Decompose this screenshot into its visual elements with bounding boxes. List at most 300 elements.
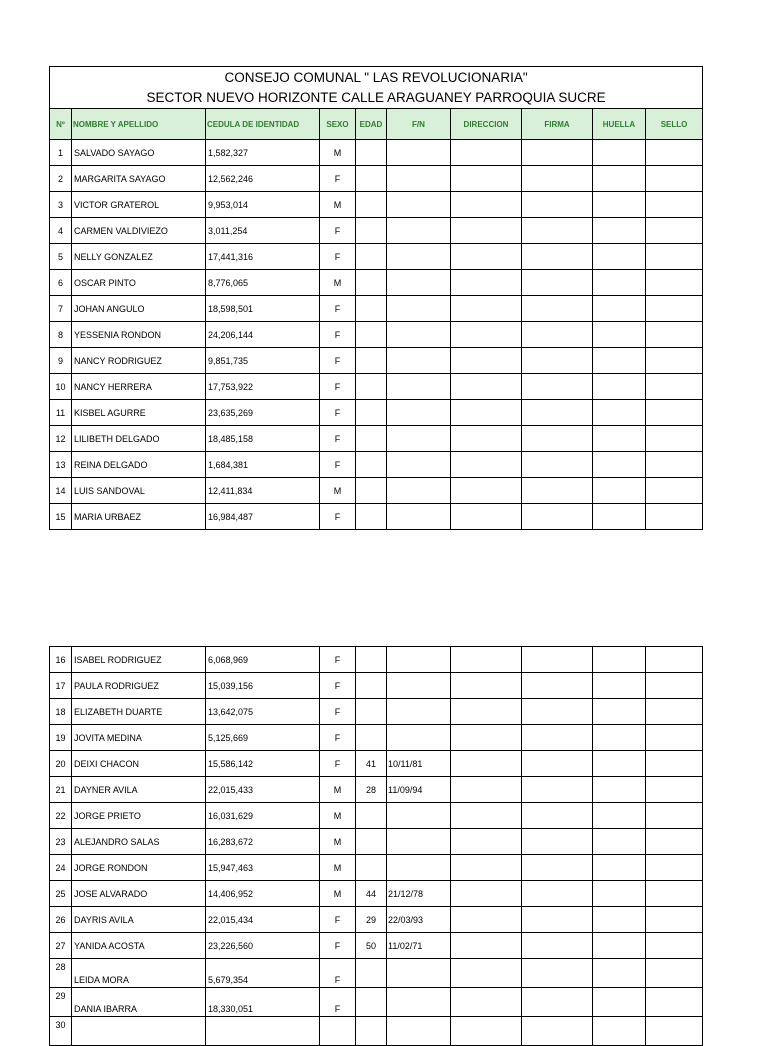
row-edad <box>356 140 387 166</box>
table-row <box>50 296 703 322</box>
row-sello <box>646 829 703 855</box>
table-row <box>50 140 703 166</box>
row-number: 29 <box>50 988 72 1017</box>
row-firma <box>522 907 593 933</box>
row-direccion <box>451 829 522 855</box>
header-sello: SELLO <box>646 109 703 140</box>
row-sello <box>646 426 703 452</box>
row-number: 4 <box>50 218 72 244</box>
row-sexo: F <box>320 933 356 959</box>
row-sello <box>646 959 703 988</box>
row-name: ALEJANDRO SALAS <box>72 829 206 855</box>
row-direccion <box>451 699 522 725</box>
row-huella <box>593 881 646 907</box>
row-firma <box>522 777 593 803</box>
row-huella <box>593 374 646 400</box>
row-sello <box>646 400 703 426</box>
row-sexo: M <box>320 270 356 296</box>
row-fn <box>387 374 451 400</box>
row-sexo: F <box>320 504 356 530</box>
table-row <box>50 725 703 751</box>
row-edad <box>356 1017 387 1046</box>
row-firma <box>522 478 593 504</box>
row-direccion <box>451 725 522 751</box>
row-edad <box>356 348 387 374</box>
table-row <box>50 907 703 933</box>
row-direccion <box>451 348 522 374</box>
row-sexo: F <box>320 452 356 478</box>
row-huella <box>593 166 646 192</box>
row-direccion <box>451 426 522 452</box>
row-number: 6 <box>50 270 72 296</box>
table-row <box>50 933 703 959</box>
row-sello <box>646 725 703 751</box>
row-edad: 44 <box>356 881 387 907</box>
table-row <box>50 478 703 504</box>
council-title: CONSEJO COMUNAL " LAS REVOLUCIONARIA" <box>50 67 703 89</box>
row-direccion <box>451 296 522 322</box>
row-direccion <box>451 647 522 673</box>
row-number: 17 <box>50 673 72 699</box>
row-sello <box>646 140 703 166</box>
row-fn: 10/11/81 <box>387 751 451 777</box>
row-firma <box>522 218 593 244</box>
row-huella <box>593 988 646 1017</box>
row-sello <box>646 322 703 348</box>
registry-table-page-2 <box>49 646 703 1046</box>
row-sexo: F <box>320 374 356 400</box>
row-name: CARMEN VALDIVIEZO <box>72 218 206 244</box>
row-sello <box>646 478 703 504</box>
row-number: 12 <box>50 426 72 452</box>
row-sexo: F <box>320 673 356 699</box>
header-sexo: SEXO <box>320 109 356 140</box>
row-fn <box>387 270 451 296</box>
row-number: 9 <box>50 348 72 374</box>
row-edad <box>356 855 387 881</box>
row-number: 26 <box>50 907 72 933</box>
row-number: 13 <box>50 452 72 478</box>
row-sello <box>646 166 703 192</box>
row-huella <box>593 192 646 218</box>
row-cedula: 15,586,142 <box>206 751 320 777</box>
row-name: LILIBETH DELGADO <box>72 426 206 452</box>
row-number: 25 <box>50 881 72 907</box>
row-fn <box>387 218 451 244</box>
row-firma <box>522 829 593 855</box>
row-huella <box>593 959 646 988</box>
row-direccion <box>451 478 522 504</box>
row-fn <box>387 829 451 855</box>
row-firma <box>522 881 593 907</box>
row-huella <box>593 673 646 699</box>
row-edad: 41 <box>356 751 387 777</box>
row-firma <box>522 699 593 725</box>
row-cedula: 15,947,463 <box>206 855 320 881</box>
row-number: 7 <box>50 296 72 322</box>
row-cedula: 9,851,735 <box>206 348 320 374</box>
row-sexo: F <box>320 988 356 1017</box>
row-sexo <box>320 1017 356 1046</box>
row-name: DANIA IBARRA <box>72 988 206 1017</box>
row-edad <box>356 192 387 218</box>
row-number: 27 <box>50 933 72 959</box>
row-firma <box>522 140 593 166</box>
row-edad <box>356 478 387 504</box>
row-fn <box>387 296 451 322</box>
row-fn <box>387 988 451 1017</box>
row-cedula: 14,406,952 <box>206 881 320 907</box>
row-sexo: M <box>320 829 356 855</box>
row-name: NANCY RODRIGUEZ <box>72 348 206 374</box>
row-fn <box>387 348 451 374</box>
row-fn <box>387 959 451 988</box>
row-direccion <box>451 244 522 270</box>
row-huella <box>593 777 646 803</box>
row-name: ISABEL RODRIGUEZ <box>72 647 206 673</box>
row-edad: 29 <box>356 907 387 933</box>
row-number: 2 <box>50 166 72 192</box>
row-cedula: 12,411,834 <box>206 478 320 504</box>
row-direccion <box>451 322 522 348</box>
row-huella <box>593 478 646 504</box>
row-sexo: F <box>320 218 356 244</box>
row-cedula <box>206 1017 320 1046</box>
row-sello <box>646 218 703 244</box>
row-cedula: 18,598,501 <box>206 296 320 322</box>
row-firma <box>522 751 593 777</box>
row-edad <box>356 166 387 192</box>
row-number: 28 <box>50 959 72 988</box>
row-name: VICTOR GRATEROL <box>72 192 206 218</box>
row-name <box>72 1017 206 1046</box>
row-direccion <box>451 933 522 959</box>
row-edad <box>356 504 387 530</box>
row-fn <box>387 192 451 218</box>
row-sexo: M <box>320 777 356 803</box>
row-sexo: F <box>320 699 356 725</box>
row-cedula: 5,125,669 <box>206 725 320 751</box>
row-name: NELLY GONZALEZ <box>72 244 206 270</box>
row-name: LEIDA MORA <box>72 959 206 988</box>
row-cedula: 1,684,381 <box>206 452 320 478</box>
row-direccion <box>451 988 522 1017</box>
sector-title: SECTOR NUEVO HORIZONTE CALLE ARAGUANEY PARROQUIA SUCRE <box>50 88 703 109</box>
row-firma <box>522 374 593 400</box>
row-cedula: 9,953,014 <box>206 192 320 218</box>
row-cedula: 24,206,144 <box>206 322 320 348</box>
row-fn <box>387 504 451 530</box>
row-sexo: M <box>320 478 356 504</box>
row-fn <box>387 400 451 426</box>
row-number: 14 <box>50 478 72 504</box>
row-cedula: 8,776,065 <box>206 270 320 296</box>
table-row <box>50 751 703 777</box>
row-sexo: M <box>320 140 356 166</box>
table-row <box>50 988 703 1017</box>
row-huella <box>593 504 646 530</box>
row-number: 30 <box>50 1017 72 1046</box>
row-fn <box>387 478 451 504</box>
row-sexo: M <box>320 881 356 907</box>
row-cedula: 16,283,672 <box>206 829 320 855</box>
row-huella <box>593 426 646 452</box>
row-firma <box>522 725 593 751</box>
table-row <box>50 1017 703 1046</box>
row-huella <box>593 1017 646 1046</box>
table-row <box>50 803 703 829</box>
row-sexo: F <box>320 244 356 270</box>
row-direccion <box>451 803 522 829</box>
table-row <box>50 504 703 530</box>
row-sexo: F <box>320 959 356 988</box>
row-name: SALVADO SAYAGO <box>72 140 206 166</box>
table-row <box>50 452 703 478</box>
row-direccion <box>451 959 522 988</box>
row-sexo: F <box>320 166 356 192</box>
row-sello <box>646 647 703 673</box>
row-number: 1 <box>50 140 72 166</box>
row-fn <box>387 452 451 478</box>
row-edad <box>356 296 387 322</box>
row-edad <box>356 400 387 426</box>
row-sello <box>646 374 703 400</box>
row-edad <box>356 647 387 673</box>
row-edad <box>356 803 387 829</box>
row-name: JORGE PRIETO <box>72 803 206 829</box>
row-firma <box>522 1017 593 1046</box>
row-number: 5 <box>50 244 72 270</box>
row-sexo: M <box>320 192 356 218</box>
table-row <box>50 855 703 881</box>
table-row <box>50 244 703 270</box>
row-sexo: F <box>320 907 356 933</box>
header-huella: HUELLA <box>593 109 646 140</box>
row-firma <box>522 400 593 426</box>
row-huella <box>593 348 646 374</box>
row-sello <box>646 988 703 1017</box>
row-firma <box>522 988 593 1017</box>
row-firma <box>522 959 593 988</box>
row-huella <box>593 400 646 426</box>
row-direccion <box>451 140 522 166</box>
row-huella <box>593 803 646 829</box>
table-row <box>50 374 703 400</box>
row-edad <box>356 244 387 270</box>
row-firma <box>522 192 593 218</box>
row-number: 20 <box>50 751 72 777</box>
row-huella <box>593 933 646 959</box>
table-row <box>50 829 703 855</box>
row-number: 3 <box>50 192 72 218</box>
row-huella <box>593 725 646 751</box>
row-direccion <box>451 907 522 933</box>
row-sello <box>646 244 703 270</box>
row-number: 23 <box>50 829 72 855</box>
row-direccion <box>451 673 522 699</box>
row-name: REINA DELGADO <box>72 452 206 478</box>
table-row <box>50 647 703 673</box>
row-sello <box>646 881 703 907</box>
row-number: 21 <box>50 777 72 803</box>
row-name: ELIZABETH DUARTE <box>72 699 206 725</box>
row-edad <box>356 988 387 1017</box>
row-direccion <box>451 855 522 881</box>
row-sexo: F <box>320 647 356 673</box>
row-direccion <box>451 218 522 244</box>
table-row <box>50 959 703 988</box>
row-number: 16 <box>50 647 72 673</box>
row-edad <box>356 452 387 478</box>
row-edad <box>356 959 387 988</box>
row-firma <box>522 647 593 673</box>
row-cedula: 23,226,560 <box>206 933 320 959</box>
row-cedula: 15,039,156 <box>206 673 320 699</box>
row-fn <box>387 166 451 192</box>
row-sello <box>646 1017 703 1046</box>
row-direccion <box>451 374 522 400</box>
row-firma <box>522 244 593 270</box>
row-sexo: F <box>320 725 356 751</box>
row-firma <box>522 296 593 322</box>
row-edad <box>356 270 387 296</box>
row-name: KISBEL AGURRE <box>72 400 206 426</box>
row-sexo: F <box>320 426 356 452</box>
row-firma <box>522 673 593 699</box>
row-number: 22 <box>50 803 72 829</box>
row-firma <box>522 348 593 374</box>
row-sexo: F <box>320 751 356 777</box>
row-name: YESSENIA RONDON <box>72 322 206 348</box>
table-row <box>50 270 703 296</box>
row-name: DAYNER AVILA <box>72 777 206 803</box>
row-direccion <box>451 777 522 803</box>
row-huella <box>593 218 646 244</box>
table-row <box>50 348 703 374</box>
row-cedula: 1,582,327 <box>206 140 320 166</box>
row-cedula: 16,984,487 <box>206 504 320 530</box>
row-cedula: 6,068,969 <box>206 647 320 673</box>
row-name: OSCAR PINTO <box>72 270 206 296</box>
row-cedula: 22,015,434 <box>206 907 320 933</box>
row-fn <box>387 1017 451 1046</box>
row-number: 15 <box>50 504 72 530</box>
table-row <box>50 699 703 725</box>
row-fn <box>387 140 451 166</box>
row-firma <box>522 426 593 452</box>
row-sexo: F <box>320 348 356 374</box>
row-firma <box>522 452 593 478</box>
row-fn: 11/02/71 <box>387 933 451 959</box>
row-huella <box>593 452 646 478</box>
row-sello <box>646 751 703 777</box>
row-sello <box>646 504 703 530</box>
row-edad <box>356 699 387 725</box>
header-firma: FIRMA <box>522 109 593 140</box>
row-cedula: 17,753,922 <box>206 374 320 400</box>
row-edad: 28 <box>356 777 387 803</box>
row-cedula: 18,485,158 <box>206 426 320 452</box>
row-fn <box>387 725 451 751</box>
row-number: 19 <box>50 725 72 751</box>
row-fn <box>387 855 451 881</box>
row-firma <box>522 855 593 881</box>
row-direccion <box>451 192 522 218</box>
row-number: 11 <box>50 400 72 426</box>
row-direccion <box>451 751 522 777</box>
header-fn: F/N <box>387 109 451 140</box>
row-huella <box>593 322 646 348</box>
row-fn <box>387 673 451 699</box>
row-firma <box>522 504 593 530</box>
header-row <box>50 109 703 140</box>
registry-table-page-1 <box>49 66 703 530</box>
header-direccion: DIRECCION <box>451 109 522 140</box>
row-huella <box>593 296 646 322</box>
row-huella <box>593 907 646 933</box>
row-direccion <box>451 270 522 296</box>
row-name: JOHAN ANGULO <box>72 296 206 322</box>
row-sello <box>646 777 703 803</box>
header-edad: EDAD <box>356 109 387 140</box>
row-huella <box>593 244 646 270</box>
row-sello <box>646 348 703 374</box>
row-cedula: 22,015,433 <box>206 777 320 803</box>
row-huella <box>593 829 646 855</box>
row-firma <box>522 322 593 348</box>
row-name: YANIDA ACOSTA <box>72 933 206 959</box>
row-fn <box>387 647 451 673</box>
table-row <box>50 166 703 192</box>
row-number: 24 <box>50 855 72 881</box>
row-edad <box>356 829 387 855</box>
row-fn <box>387 699 451 725</box>
row-name: PAULA RODRIGUEZ <box>72 673 206 699</box>
row-name: MARGARITA SAYAGO <box>72 166 206 192</box>
row-huella <box>593 647 646 673</box>
row-name: DEIXI CHACON <box>72 751 206 777</box>
row-direccion <box>451 166 522 192</box>
table-row <box>50 777 703 803</box>
row-huella <box>593 140 646 166</box>
table-row <box>50 400 703 426</box>
row-firma <box>522 166 593 192</box>
table-row <box>50 322 703 348</box>
row-edad: 50 <box>356 933 387 959</box>
row-huella <box>593 855 646 881</box>
row-sello <box>646 192 703 218</box>
row-number: 10 <box>50 374 72 400</box>
row-cedula: 13,642,075 <box>206 699 320 725</box>
row-fn: 21/12/78 <box>387 881 451 907</box>
row-sexo: M <box>320 803 356 829</box>
row-name: JOSE ALVARADO <box>72 881 206 907</box>
row-firma <box>522 803 593 829</box>
row-sello <box>646 855 703 881</box>
row-cedula: 17,441,316 <box>206 244 320 270</box>
row-name: NANCY HERRERA <box>72 374 206 400</box>
row-sexo: F <box>320 296 356 322</box>
row-direccion <box>451 1017 522 1046</box>
row-direccion <box>451 452 522 478</box>
row-sello <box>646 699 703 725</box>
row-sello <box>646 803 703 829</box>
row-edad <box>356 725 387 751</box>
header-cedula: CEDULA DE IDENTIDAD <box>206 109 320 140</box>
row-fn <box>387 244 451 270</box>
row-number: 8 <box>50 322 72 348</box>
row-firma <box>522 270 593 296</box>
